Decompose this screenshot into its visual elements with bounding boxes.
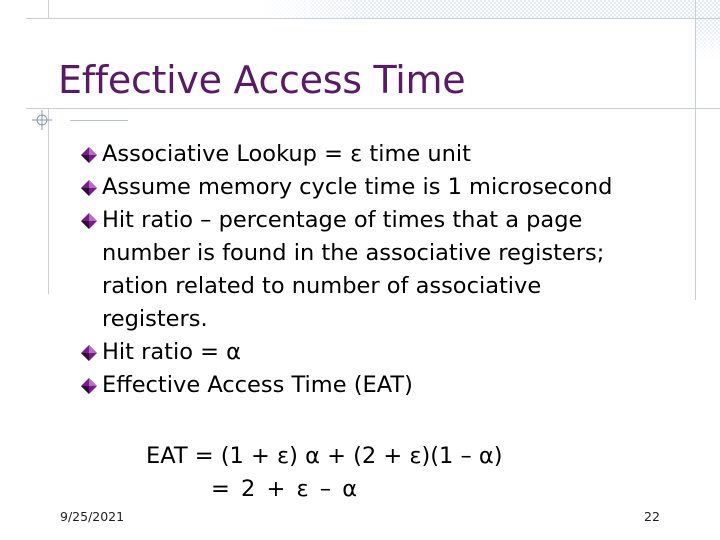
diamond-bullet-icon xyxy=(80,146,98,164)
bullet-item xyxy=(80,204,680,336)
bullet-text: Hit ratio = α xyxy=(102,339,242,365)
diamond-bullet-icon xyxy=(80,377,98,395)
title-rule xyxy=(26,108,720,109)
crosshair-icon xyxy=(32,110,52,130)
left-rule-bottom xyxy=(48,108,49,294)
diamond-bullet-icon xyxy=(80,212,98,230)
bullet-text: Associative Lookup = ε time unit xyxy=(102,141,471,167)
bullet-item xyxy=(80,171,680,204)
bullet-item xyxy=(80,336,680,369)
bullet-text-line: registers. xyxy=(102,306,208,332)
top-rule xyxy=(26,18,720,19)
checker-column-fade xyxy=(696,20,720,60)
left-rule-top xyxy=(48,0,49,18)
bullet-text-line: number is found in the associative registers; xyxy=(102,240,605,266)
diamond-bullet-icon xyxy=(80,179,98,197)
bullet-text: Effective Access Time (EAT) xyxy=(102,372,413,398)
checker-band-fade xyxy=(262,0,382,18)
right-rule xyxy=(695,0,696,300)
bullet-list xyxy=(80,138,680,402)
footer-date: 9/25/2021 xyxy=(60,509,125,524)
accent-rule xyxy=(70,120,128,121)
bullet-item xyxy=(80,369,680,402)
bullet-item xyxy=(80,138,680,171)
bullet-text: Assume memory cycle time is 1 microsecond xyxy=(102,174,613,200)
bullet-text-line: ration related to number of associative xyxy=(102,273,542,299)
eat-formula: EAT = (1 + ε) α + (2 + ε)(1 – α) xyxy=(146,443,503,469)
eat-formula-simplified: = 2 + ε – α xyxy=(211,476,360,502)
bullet-text-line: Hit ratio – percentage of times that a page xyxy=(102,207,583,233)
page-number: 22 xyxy=(644,509,660,524)
slide-title: Effective Access Time xyxy=(58,58,466,102)
diamond-bullet-icon xyxy=(80,344,98,362)
